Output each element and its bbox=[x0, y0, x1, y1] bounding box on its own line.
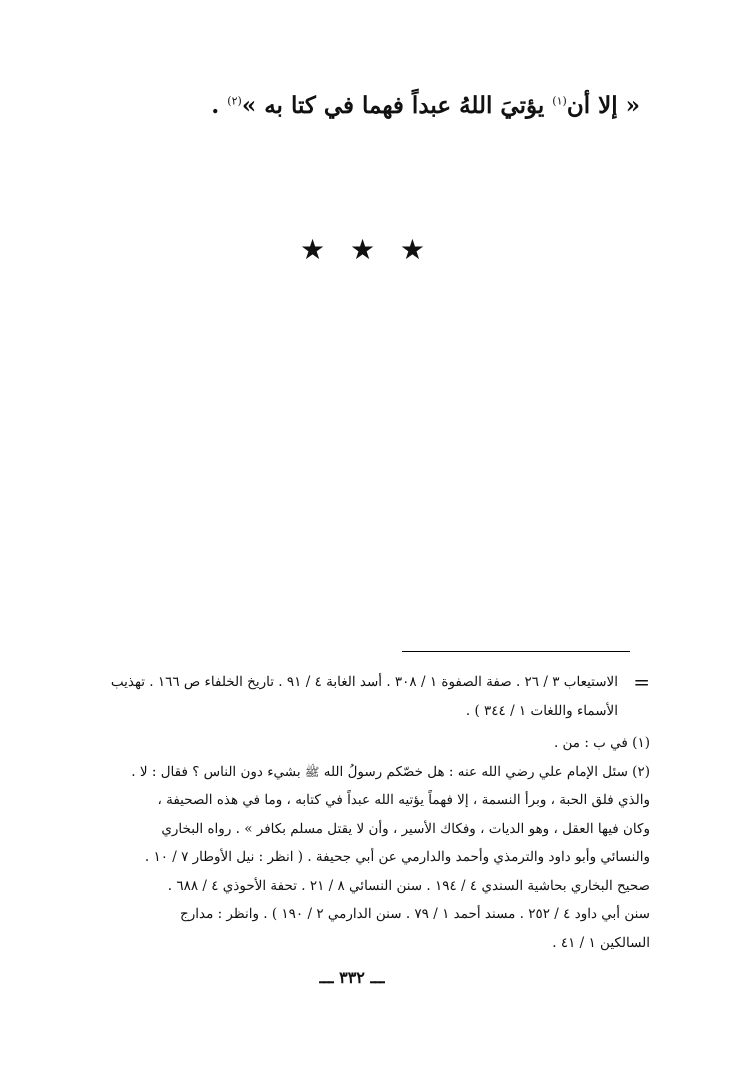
footnote-line: السالكين ١ / ٤١ . bbox=[552, 934, 650, 951]
footnote-line: وكان فيها العقل ، وهو الديات ، وفكاك الأسير ، وأن لا يقتل مسلم بكافر » . رواه البخاري bbox=[161, 820, 650, 837]
quote-end: . bbox=[211, 92, 220, 119]
footnote-2-rest: بشيء دون الناس ؟ فقال : لا . bbox=[131, 763, 301, 780]
footnote-continuation bbox=[88, 668, 650, 725]
section-separator bbox=[300, 233, 425, 266]
footnote-line: والنسائي وأبو داود والترمذي وأحمد والدارمي عن أبي جحيفة . ( انظر : نيل الأوطار ٧ / ١٠ . bbox=[144, 849, 650, 865]
salawat-symbol: ﷺ bbox=[304, 764, 320, 779]
footnote-line: صحيح البخاري بحاشية السندي ٤ / ١٩٤ . سنن النسائي ٨ / ٢١ . تحفة الأحوذي ٤ / ٦٨٨ . bbox=[167, 877, 650, 894]
quote-open: « bbox=[625, 92, 640, 119]
footnotes bbox=[88, 668, 650, 957]
footnote-line: الأسماء واللغات ١ / ٣٤٤ ) . bbox=[465, 702, 618, 719]
star-icon: ★ bbox=[399, 233, 425, 266]
footnote-ref-1[interactable]: (١) bbox=[552, 94, 567, 108]
footnote-2-start: (٢) سئل الإمام علي رضي الله عنه : هل خصّكم رسولُ الله bbox=[323, 763, 650, 780]
footnote-line: والذي فلق الحبة ، وبرأ النسمة ، إلا فهماً يؤتيه الله عبداً في كتابه ، وما في هذه الصحيفة ، bbox=[157, 792, 650, 808]
footnote-rule bbox=[402, 651, 630, 652]
footnote-1: (١) في ب : من . bbox=[553, 735, 650, 751]
footnote-line: سنن أبي داود ٤ / ٢٥٢ . مسند أحمد ١ / ٧٩ . سنن الدارمي ٢ / ١٩٠ ) . وانظر : مدارج bbox=[180, 906, 650, 922]
footnote-line: الاستيعاب ٣ / ٢٦ . صفة الصفوة ١ / ٣٠٨ . أسد الغابة ٤ / ٩١ . تاريخ الخلفاء ص ١٦٦ . تهذيب bbox=[110, 674, 618, 690]
quote-words: يؤتيَ اللهُ عبداً فهما في كتا به bbox=[264, 92, 545, 119]
footnote-ref-2[interactable]: (٢) bbox=[227, 94, 242, 108]
footnote-2 bbox=[88, 758, 650, 958]
star-icon: ★ bbox=[349, 233, 376, 266]
page-number: ـــ ٣٣٢ ـــ bbox=[319, 968, 385, 987]
star-icon: ★ bbox=[300, 233, 326, 266]
quote-before-ref: إلا أن bbox=[566, 92, 618, 119]
main-quote bbox=[80, 92, 640, 119]
quote-close: » bbox=[241, 92, 257, 119]
continuation-marker: = bbox=[633, 670, 650, 694]
